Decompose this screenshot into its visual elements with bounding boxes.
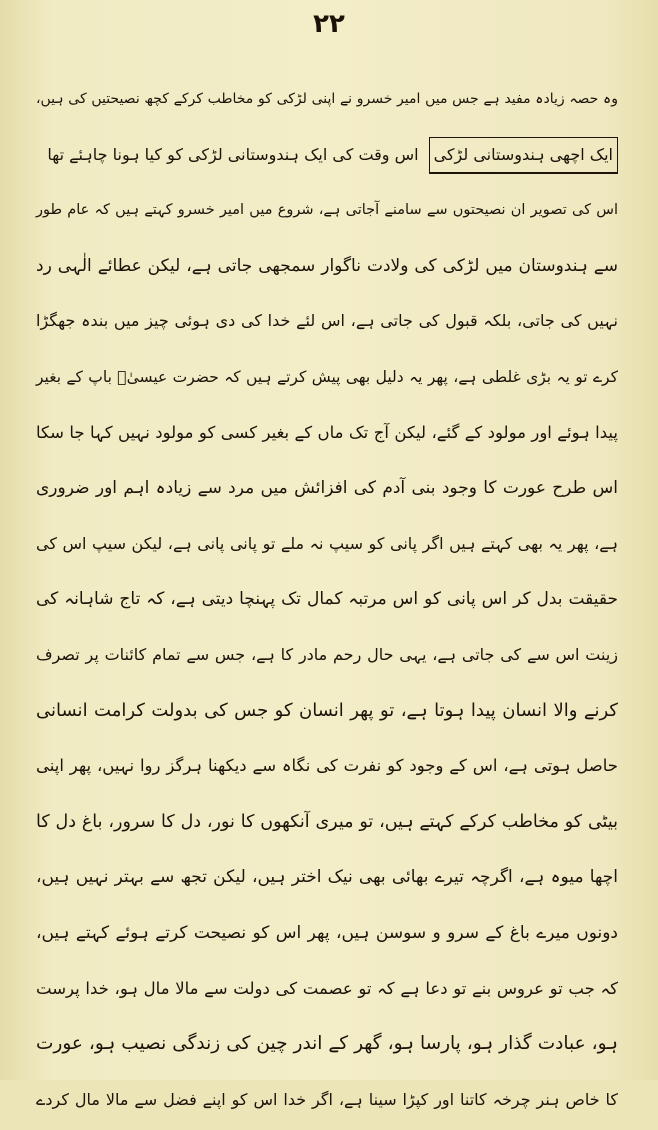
text-line-13: حاصل ہوتی ہے، اس کے وجود کو نفرت کی نگاہ سے دیکھنا ہرگز روا نہیں، پھر اپنی	[36, 756, 618, 776]
text-line-7: پیدا ہوئے اور مولود کے گئے، لیکن آج تک ماں کے بغیر کسی کو مولود نہیں کہا جا سکا	[36, 422, 618, 442]
text-line-16: دونوں میرے باغ کے سرو و سوسن ہیں، پھر اس کو نصیحت کرتے ہوئے کہتے ہیں،	[36, 922, 618, 943]
text-line-8: اس طرح عورت کا وجود بنی آدم کی افزائش میں مرد سے زیادہ اہم اور ضروری	[36, 478, 618, 499]
text-line-2-body: اس وقت کی ایک ہندوستانی لڑکی کو کیا ہونا چاہئے تھا	[47, 144, 419, 164]
text-line-1: وہ حصہ زیادہ مفید ہے جس میں امیر خسرو نے اپنی لڑکی کو مخاطب کرکے کچھ نصیحتیں کی ہیں،	[36, 91, 618, 107]
body-text	[36, 74, 618, 1130]
text-line-6: کرے تو یہ بڑی غلطی ہے، پھر یہ دلیل بھی پیش کرتے ہیں کہ حضرت عیسیٰؑ باپ کے بغیر	[36, 367, 618, 386]
text-line-11: زینت اس سے کی جاتی ہے، یہی حال رحم مادر کا ہے، جس سے تمام کائنات پر تصرف	[36, 644, 618, 664]
marginal-heading: ایک اچھی ہندوستانی لڑکی	[429, 137, 618, 174]
text-line-2	[36, 130, 618, 186]
text-line-19: کا خاص ہنر چرخہ کاتنا اور کپڑا سینا ہے، اگر خدا اس کو اپنے فضل سے مالا مال کردے	[36, 1089, 618, 1109]
text-line-18: ہو، عبادت گذار ہو، پارسا ہو، گھر کے اندر چین کی زندگی نصیب ہو، عورت	[36, 1033, 618, 1055]
text-line-15: اچھا میوہ ہے، اگرچہ تیرے بھائی بھی نیک اختر ہیں، لیکن تجھ سے بہتر نہیں ہیں،	[36, 867, 618, 888]
text-line-5: نہیں کی جاتی، بلکہ قبول کی جاتی ہے، اس لئے خدا کی دی ہوئی چیز میں بندہ جھگڑا	[36, 311, 618, 331]
text-line-4: سے ہندوستان میں لڑکی کی ولادت ناگوار سمجھی جاتی ہے، لیکن عطائے الٰہی رد	[36, 255, 618, 276]
text-line-12: کرنے والا انسان پیدا ہوتا ہے، تو پھر انسان کو جس کی بدولت کرامت انسانی	[36, 699, 618, 721]
text-line-10: حقیقت بدل کر اس پانی کو اس مرتبہ کمال تک پہنچا دیتی ہے، کہ تاج شاہانہ کی	[36, 589, 618, 610]
text-line-17: کہ جب تو عروس بنے تو دعا ہے کہ تو عصمت کی دولت سے مالا مال ہو، خدا پرست	[36, 978, 618, 998]
text-line-9: ہے، پھر یہ بھی کہتے ہیں اگر پانی کو سیپ نہ ملے تو پانی پانی ہے، لیکن سیپ اس کی	[36, 533, 618, 553]
text-line-3: اس کی تصویر ان نصیحتوں سے سامنے آجاتی ہے، شروع میں امیر خسرو کہتے ہیں کہ عام طور	[36, 202, 618, 219]
page-number: ۲۲	[313, 9, 345, 39]
text-line-14: بیٹی کو مخاطب کرکے کہتے ہیں، تو میری آنکھوں کا نور، دل کا سرور، باغ دل کا	[36, 811, 618, 832]
